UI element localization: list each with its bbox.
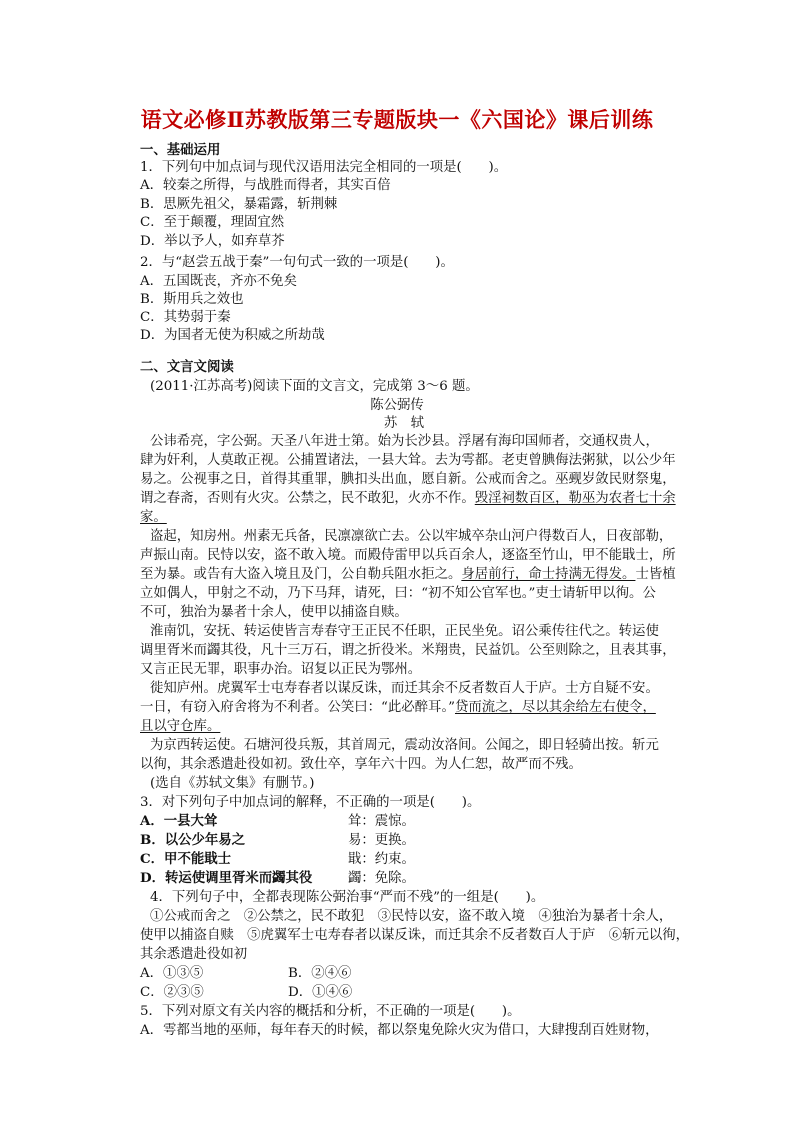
passage-source: (选自《苏轼文集》有删节。) bbox=[150, 776, 315, 791]
question-2-option-b: B．斯用兵之效也 bbox=[140, 292, 244, 307]
passage-p3-line3: 又言正民无罪，职事办治。诏复以正民为鄂州。 bbox=[140, 662, 422, 677]
section-heading-reading: 二、文言文阅读 bbox=[140, 359, 234, 375]
question-1-option-b: B．思厥先祖父，暴霜露，斩荆棘 bbox=[140, 197, 338, 212]
question-2-option-c: C．其势弱于秦 bbox=[140, 310, 231, 325]
passage-p1-line2: 肆为奸利，人莫敢正视。公捕置诸法，一县大耸。去为雩都。老吏曾腆侮法粥狱，以公少年 bbox=[140, 453, 676, 468]
passage-p4-line3: 且以守仓库。 bbox=[140, 719, 221, 734]
question-1-option-d: D．举以予人，如弃草芥 bbox=[140, 234, 285, 249]
passage-p2-line5: 不可，独治为暴者十余人，使甲以捕盗自赎。 bbox=[140, 605, 408, 620]
passage-p1-line5: 家。 bbox=[140, 510, 167, 525]
passage-p1-line4: 谓之春斋，否则有火灾。公禁之，民不敢犯，火亦不作。毁淫祠数百区，勒巫为农者七十余 bbox=[140, 491, 676, 506]
passage-title: 陈公弼传 bbox=[370, 398, 424, 413]
section-heading-basic: 一、基础运用 bbox=[140, 142, 221, 158]
passage-author: 苏 轼 bbox=[383, 416, 425, 431]
question-2-option-a: A．五国既丧，齐亦不免矣 bbox=[140, 274, 297, 289]
passage-p3-line1: 淮南饥，安抚、转运使皆言寿春守王正民不任职，正民坐免。诏公乘传往代之。转运使 bbox=[150, 624, 659, 639]
passage-p5-line2: 以徇，其余悉遣赴役如初。致仕卒，享年六十四。为人仁恕，故严而不残。 bbox=[140, 757, 582, 772]
underlined-sentence: 贷而流之，尽以其余给左右使令， bbox=[454, 700, 656, 715]
page-title: 语文必修Ⅱ苏教版第三专题版块一《六国论》课后训练 bbox=[140, 107, 654, 132]
question-3-option-c: C．甲不能戢士 戢：约束。 bbox=[140, 851, 415, 867]
question-3-option-d: D．转运使调里胥米而蠲其役 蠲：免除。 bbox=[140, 870, 415, 886]
question-4: 4．下列句子中，全都表现陈公弼治事“严而不残”的一组是( )。 bbox=[150, 890, 545, 905]
passage-p4-line2: 一日，有窃入府舍将为不利者。公笑曰：“此必醉耳。”贷而流之，尽以其余给左右使令， bbox=[140, 700, 656, 715]
question-4-options-row2: C．②③⑤ D．①④⑥ bbox=[140, 985, 353, 1000]
passage-p2-line4: 立如偶人，甲射之不动，乃下马拜，请死，曰：“初不知公官军也。”吏士请斩甲以徇。公 bbox=[140, 586, 656, 601]
question-2: 2．与“赵尝五战于秦”一句句式一致的一项是( )。 bbox=[140, 255, 454, 270]
question-1-option-c: C．至于颠覆，理固宜然 bbox=[140, 215, 285, 230]
passage-p1-line3: 易之。公视事之日，首得其重罪，腆扣头出血，愿自新。公戒而舍之。巫觋岁敛民财祭鬼， bbox=[140, 472, 676, 487]
passage-p2-line1: 盗起，知房州。州素无兵备，民凛凛欲亡去。公以牢城卒杂山河户得数百人，日夜部勒， bbox=[150, 529, 673, 544]
question-3: 3．对下列句子中加点词的解释，不正确的一项是( )。 bbox=[140, 795, 481, 810]
question-4-items-line3: 其余悉遣赴役如初 bbox=[140, 947, 248, 962]
question-4-options-row1: A．①③⑤ B．②④⑥ bbox=[140, 966, 352, 981]
passage-p3-line2: 调里胥米而蠲其役，凡十三万石，谓之折役米。米翔贵，民益饥。公至则除之，且表其事， bbox=[140, 643, 676, 658]
passage-p1-line1: 公讳希亮，字公弼。天圣八年进士第。始为长沙县。浮屠有海印国师者，交通权贵人， bbox=[150, 434, 659, 449]
question-4-items-line2: 使甲以捕盗自赎 ⑤虎翼军士屯寿春者以谋反诛，而迁其余不反者数百人于庐 ⑥斩元以徇， bbox=[140, 928, 690, 943]
question-5-option-a: A．雩都当地的巫师，每年春天的时候，都以祭鬼免除火灾为借口，大肆搜刮百姓财物， bbox=[140, 1023, 659, 1038]
passage-p2-line2: 声振山南。民恃以安，盗不敢入境。而殿侍雷甲以兵百余人，逐盗至竹山，甲不能戢士，所 bbox=[140, 548, 676, 563]
question-2-option-d: D．为国者无使为积威之所劫哉 bbox=[140, 328, 325, 343]
question-1-option-a: A．较秦之所得，与战胜而得者，其实百倍 bbox=[140, 178, 391, 193]
passage-p4-line1: 徙知庐州。虎翼军士屯寿春者以谋反诛，而迁其余不反者数百人于庐。士方自疑不安。 bbox=[150, 681, 659, 696]
reading-intro: (2011·江苏高考)阅读下面的文言文，完成第 3～6 题。 bbox=[150, 379, 479, 394]
question-3-option-b: B．以公少年易之 易：更换。 bbox=[140, 832, 415, 848]
underlined-sentence: 身居前行，命士持满无得发。 bbox=[461, 567, 636, 582]
question-5: 5．下列对原文有关内容的概括和分析，不正确的一项是( )。 bbox=[140, 1004, 521, 1019]
question-4-items-line1: ①公戒而舍之 ②公禁之，民不敢犯 ③民恃以安，盗不敢入境 ④独治为暴者十余人， bbox=[150, 909, 673, 924]
passage-p5-line1: 为京西转运使。石塘河役兵叛，其首周元，震动汝洛间。公闻之，即日轻骑出按。斩元 bbox=[150, 738, 659, 753]
question-1: 1．下列句中加点词与现代汉语用法完全相同的一项是( )。 bbox=[140, 160, 508, 175]
passage-p2-line3: 至为暴。或告有大盗入境且及门，公自勒兵阻水拒之。身居前行，命士持满无得发。士皆植 bbox=[140, 567, 676, 582]
question-3-option-a: A．一县大耸 耸：震惊。 bbox=[140, 813, 415, 829]
underlined-sentence: 毁淫祠数百区，勒巫为农者七十余 bbox=[474, 491, 676, 506]
